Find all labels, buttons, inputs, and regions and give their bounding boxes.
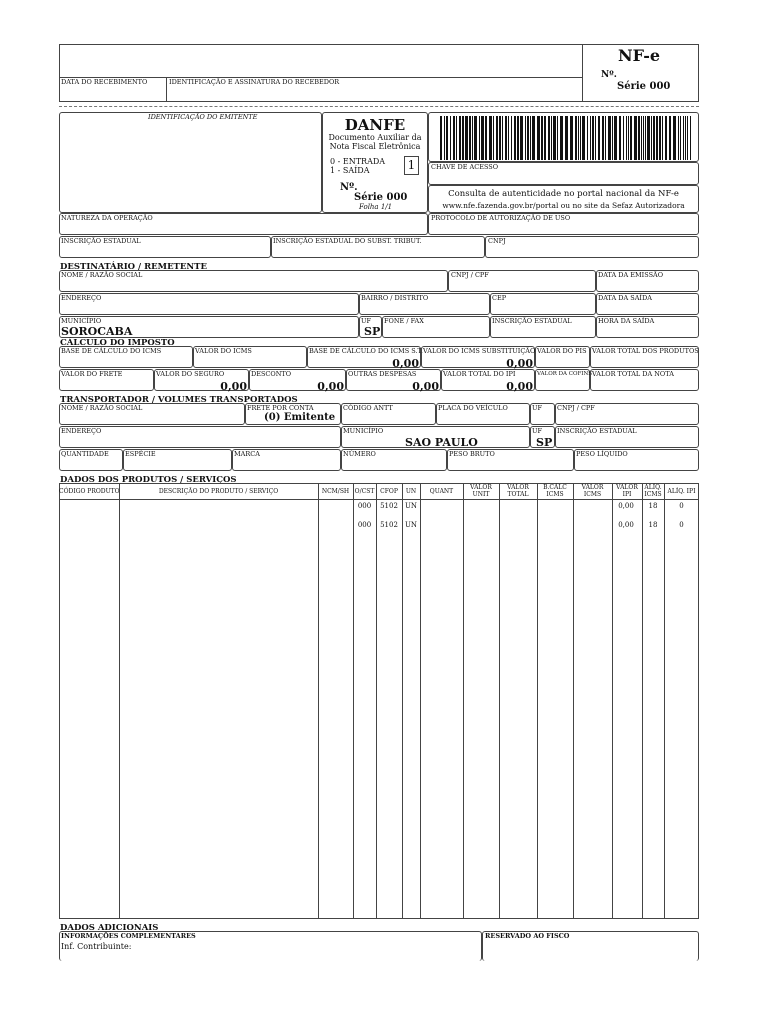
- row2-aliq-icms: 18: [648, 521, 658, 529]
- v-total-prod-label: VALOR TOTAL DOS PRODUTOS: [592, 347, 699, 355]
- col-sep-10: [573, 483, 574, 919]
- dest-uf-value: SP: [364, 325, 381, 338]
- row2-ocst: 000: [357, 521, 372, 529]
- col-vunit-header: VALOR UNIT: [470, 484, 492, 498]
- dest-fone-label: FONE / FAX: [384, 317, 424, 325]
- dest-ie-label: INSCRIÇÃO ESTADUAL: [492, 317, 572, 325]
- outras-label: OUTRAS DESPESAS: [348, 370, 417, 378]
- dest-saida-label: DATA DA SAÍDA: [598, 294, 652, 302]
- row2-aliq-ipi: 0: [679, 521, 684, 529]
- col-descricao-header: DESCRIÇÃO DO PRODUTO / SERVIÇO: [158, 488, 279, 495]
- dest-uf-label: UF: [361, 317, 371, 325]
- col-sep-8: [499, 483, 500, 919]
- row1-cfop: 5102: [380, 502, 398, 510]
- info-complementares-label: INFORMAÇÕES COMPLEMENTARES: [61, 932, 196, 940]
- dest-municipio-value: SOROCABA: [61, 325, 133, 338]
- transp-endereco-label: ENDEREÇO: [61, 427, 102, 435]
- v-ipi-value: 0,00: [506, 380, 533, 393]
- transp-uf2-label: UF: [532, 427, 542, 435]
- danfe-serie: Série 000: [354, 192, 408, 203]
- cnpj-box: [485, 236, 699, 258]
- produtos-table: [59, 483, 699, 919]
- produtos-header-line: [59, 499, 699, 500]
- row2-cfop: 5102: [380, 521, 398, 529]
- reservado-fisco-label: RESERVADO AO FISCO: [485, 932, 570, 940]
- col-sep-3: [353, 483, 354, 919]
- transp-frete-label: FRETE POR CONTA: [247, 404, 314, 412]
- col-vicms-header: VALOR ICMS: [581, 484, 604, 498]
- col-ncm-header: NCM/SH: [321, 488, 350, 495]
- destinatario-title: DESTINATÁRIO / REMETENTE: [60, 262, 207, 272]
- emitente-label: IDENTIFICAÇÃO DO EMITENTE: [148, 113, 258, 121]
- v-ipi-label: VALOR TOTAL DO IPI: [443, 370, 516, 378]
- danfe-folha: Folha 1/1: [359, 203, 393, 211]
- col-sep-13: [664, 483, 665, 919]
- chave-label: CHAVE DE ACESSO: [431, 163, 499, 171]
- col-sep-6: [420, 483, 421, 919]
- info-contribuinte: Inf. Contribuinte:: [61, 942, 132, 951]
- dest-emissao-label: DATA DA EMISSÃO: [598, 271, 664, 279]
- col-sep-12: [642, 483, 643, 919]
- identificacao-assinatura-label: IDENTIFICAÇÃO E ASSINATURA DO RECEBEDOR: [169, 78, 340, 86]
- canhoto-nfe-title: NF-e: [618, 46, 661, 65]
- canhoto-vdivider2: [166, 77, 167, 102]
- adicionais-title: DADOS ADICIONAIS: [60, 923, 159, 933]
- bc-icms-st-label: BASE DE CÁLCULO DO ICMS S.T.: [309, 347, 423, 355]
- transp-municipio-label: MUNICÍPIO: [343, 427, 384, 435]
- col-sep-5: [402, 483, 403, 919]
- ie-label: INSCRIÇÃO ESTADUAL: [61, 237, 141, 245]
- v-total-nota-label: VALOR TOTAL DA NOTA: [592, 370, 674, 378]
- danfe-subtitle: Documento Auxiliar da Nota Fiscal Eletrônica: [328, 133, 422, 151]
- transp-placa-label: PLACA DO VEÍCULO: [438, 404, 508, 412]
- transp-ie-label: INSCRIÇÃO ESTADUAL: [557, 427, 637, 435]
- dest-endereco-label: ENDEREÇO: [61, 294, 102, 302]
- canhoto-serie: Série 000: [617, 81, 671, 92]
- col-un-header: UN: [405, 488, 417, 495]
- transp-numero-label: NÚMERO: [343, 450, 376, 458]
- transp-municipio-value: SAO PAULO: [405, 436, 478, 449]
- col-quant-header: QUANT: [429, 488, 454, 495]
- col-codigo-header: CÓDIGO PRODUTO: [59, 488, 120, 495]
- cut-line: [59, 106, 699, 107]
- protocolo-label: PROTOCOLO DE AUTORIZAÇÃO DE USO: [431, 214, 571, 222]
- row2-vipi: 0,00: [618, 521, 634, 529]
- transp-antt-label: CÓDIGO ANTT: [343, 404, 393, 412]
- col-aliq-icms-header: ALÍQ. ICMS: [644, 484, 662, 498]
- transp-cnpj-label: CNPJ / CPF: [557, 404, 595, 412]
- col-sep-11: [612, 483, 613, 919]
- row1-un: UN: [404, 502, 418, 510]
- col-ocst-header: O/CST: [354, 488, 375, 495]
- transportador-title: TRANSPORTADOR / VOLUMES TRANSPORTADOS: [60, 395, 298, 405]
- emitente-box: [59, 112, 322, 213]
- v-frete-label: VALOR DO FRETE: [61, 370, 123, 378]
- transp-marca-label: MARCA: [234, 450, 260, 458]
- barcode-image: [440, 116, 691, 160]
- row1-aliq-ipi: 0: [679, 502, 684, 510]
- desconto-value: 0,00: [317, 380, 344, 393]
- transp-uf-label: UF: [532, 404, 542, 412]
- data-recebimento-label: DATA DO RECEBIMENTO: [61, 78, 148, 86]
- transp-quantidade-label: QUANTIDADE: [61, 450, 109, 458]
- natureza-label: NATUREZA DA OPERAÇÃO: [61, 214, 153, 222]
- row2-un: UN: [404, 521, 418, 529]
- dest-endereco-box: [59, 293, 359, 315]
- dest-municipio-label: MUNICÍPIO: [61, 317, 102, 325]
- outras-value: 0,00: [412, 380, 439, 393]
- danfe-entrada: 0 - ENTRADA: [330, 157, 386, 166]
- v-seguro-label: VALOR DO SEGURO: [156, 370, 225, 378]
- col-sep-9: [537, 483, 538, 919]
- cnpj-label: CNPJ: [488, 237, 506, 245]
- transp-frete-value: (0) Emitente: [264, 412, 336, 423]
- v-cofins-label: VALOR DA COFINS: [537, 371, 593, 377]
- v-icms-st-label: VALOR DO ICMS SUBSTITUIÇÃO: [423, 347, 536, 355]
- col-vtotal-header: VALOR TOTAL: [507, 484, 529, 498]
- v-icms-st-value: 0,00: [506, 357, 533, 370]
- col-sep-2: [318, 483, 319, 919]
- dest-cep-label: CEP: [492, 294, 507, 302]
- transp-nome-label: NOME / RAZÃO SOCIAL: [61, 404, 143, 412]
- col-vipi-header: VALOR IPI: [616, 484, 638, 498]
- bc-icms-label: BASE DE CÁLCULO DO ICMS: [61, 347, 162, 355]
- v-seguro-value: 0,00: [220, 380, 247, 393]
- row1-aliq-icms: 18: [648, 502, 658, 510]
- v-pis-label: VALOR DO PIS: [537, 347, 587, 355]
- danfe-title: DANFE: [344, 116, 406, 134]
- col-aliq-ipi-header: ALÍQ. IPI: [667, 488, 696, 495]
- danfe-tipo-box: 1: [404, 156, 419, 175]
- transp-peso-bruto-label: PESO BRUTO: [449, 450, 495, 458]
- transp-peso-liquido-label: PESO LÍQUIDO: [576, 450, 628, 458]
- col-cfop-header: CFOP: [380, 488, 398, 495]
- danfe-numero: Nº.: [340, 182, 358, 193]
- row1-ocst: 000: [357, 502, 372, 510]
- dest-hora-label: HORA DA SAÍDA: [598, 317, 655, 325]
- col-sep-7: [463, 483, 464, 919]
- ie-st-label: INSCRIÇÃO ESTADUAL DO SUBST. TRIBUT.: [273, 237, 422, 245]
- imposto-title: CÁLCULO DO IMPOSTO: [60, 338, 175, 348]
- dest-nome-label: NOME / RAZÃO SOCIAL: [61, 271, 143, 279]
- col-sep-1: [119, 483, 120, 919]
- transp-uf2-value: SP: [536, 436, 553, 449]
- consulta-text: Consulta de autenticidade no portal nacional da NF-e: [448, 189, 679, 199]
- desconto-label: DESCONTO: [251, 370, 292, 378]
- v-icms-label: VALOR DO ICMS: [195, 347, 252, 355]
- danfe-saida: 1 - SAÍDA: [330, 166, 370, 175]
- transp-especie-label: ESPÉCIE: [125, 450, 156, 458]
- consulta-site: www.nfe.fazenda.gov.br/portal ou no site da Sefaz Autorizadora: [442, 201, 685, 210]
- bc-icms-st-value: 0,00: [392, 357, 419, 370]
- produtos-title: DADOS DOS PRODUTOS / SERVIÇOS: [60, 475, 237, 485]
- row1-vipi: 0,00: [618, 502, 634, 510]
- col-bcalc-header: B.CÁLC ICMS: [543, 484, 567, 498]
- canhoto-vdivider: [582, 44, 583, 102]
- dest-cnpj-label: CNPJ / CPF: [451, 271, 489, 279]
- dest-bairro-label: BAIRRO / DISTRITO: [361, 294, 429, 302]
- canhoto-numero: Nº.: [601, 70, 617, 80]
- col-sep-4: [376, 483, 377, 919]
